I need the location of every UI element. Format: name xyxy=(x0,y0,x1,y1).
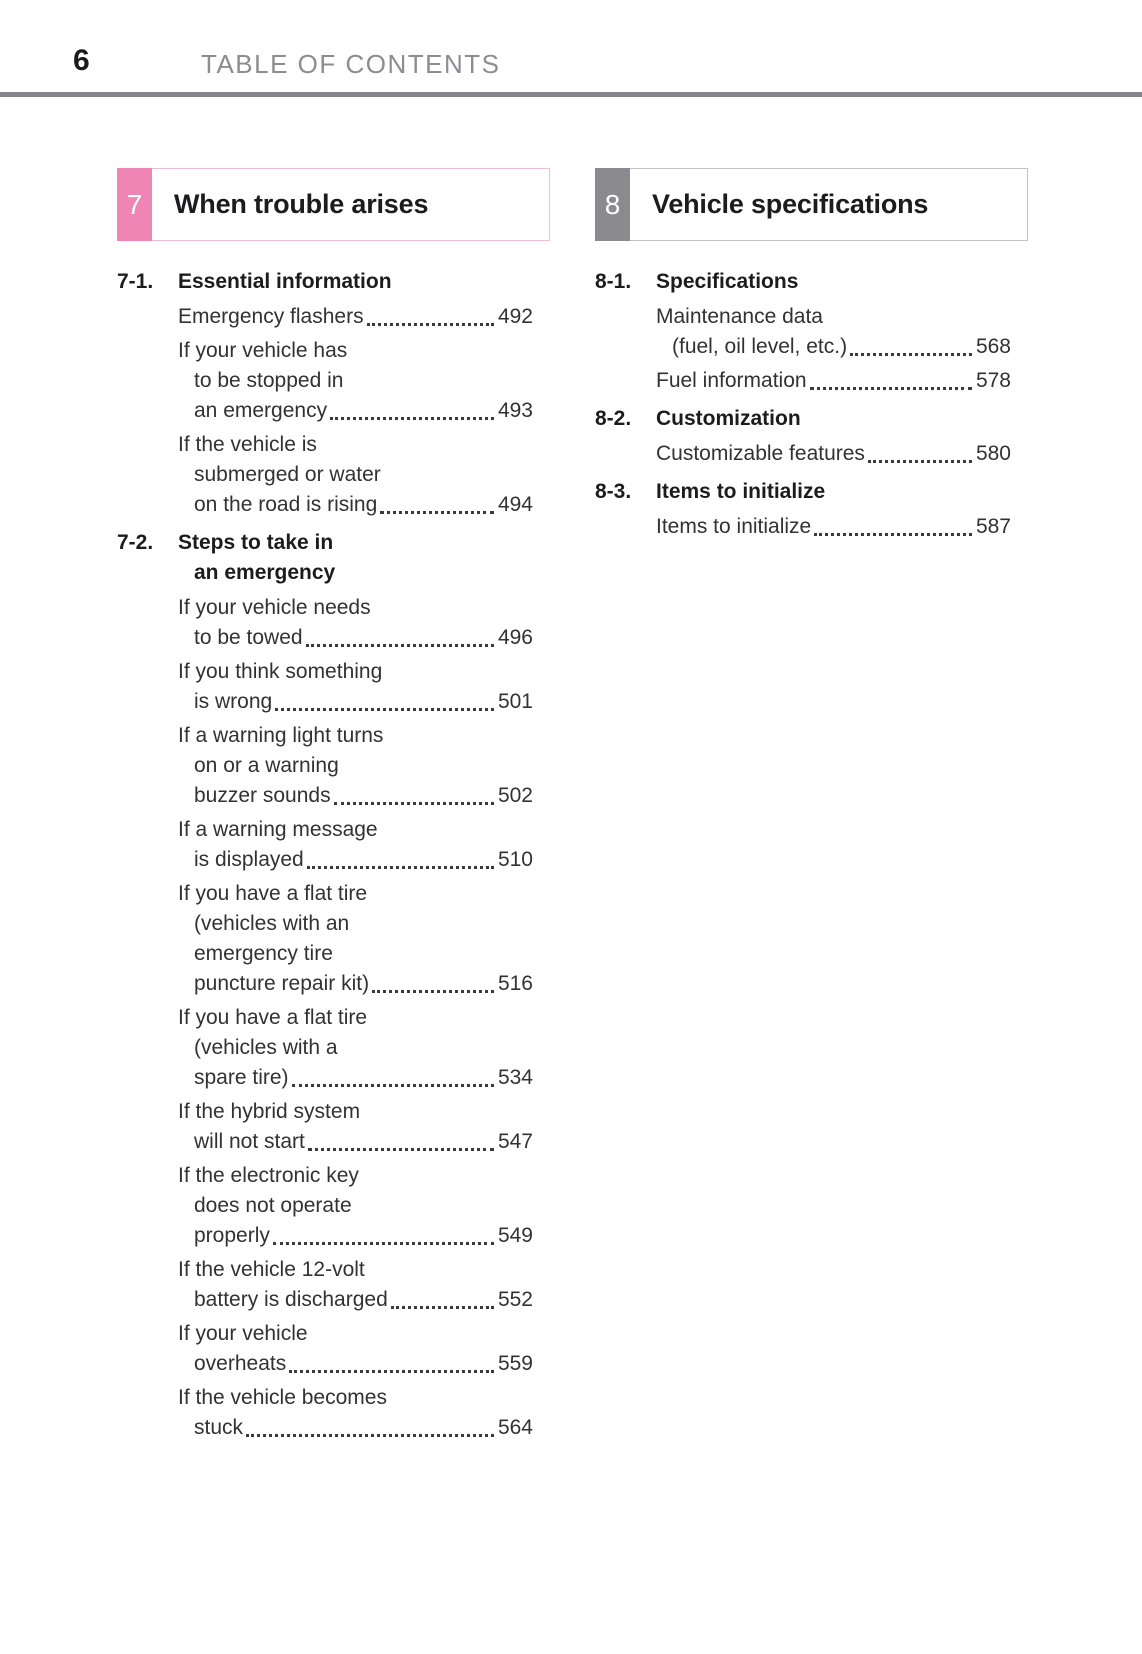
entry-text: overheats xyxy=(194,1352,287,1375)
entry-text: an emergency xyxy=(194,399,328,422)
entry-page-number: 559 xyxy=(497,1352,533,1375)
subsection-heading xyxy=(117,267,533,297)
entry-text: battery is discharged xyxy=(194,1288,388,1311)
entry-line: If the hybrid system xyxy=(178,1100,361,1123)
entry-line: If the vehicle is xyxy=(178,433,317,456)
toc-subsection-82 xyxy=(595,404,1011,469)
entry-text: stuck xyxy=(194,1416,244,1439)
toc-entry xyxy=(178,336,533,426)
entry-line: If the vehicle 12-volt xyxy=(178,1258,365,1281)
entry-page-number: 492 xyxy=(497,305,533,328)
subsection-heading xyxy=(595,267,1011,297)
entry-last-line xyxy=(178,1221,533,1251)
entry-line: If you have a flat tire xyxy=(178,1006,368,1029)
subsection-heading xyxy=(595,404,1011,434)
toc-list xyxy=(595,267,1028,542)
dot-leader xyxy=(275,687,494,711)
entry-page-number: 587 xyxy=(975,515,1011,538)
entry-last-line xyxy=(178,1349,533,1379)
dot-leader xyxy=(380,490,494,514)
entry-text: (fuel, oil level, etc.) xyxy=(672,335,848,358)
entry-line: If a warning message xyxy=(178,818,378,841)
entry-last-line xyxy=(178,490,533,520)
dot-leader xyxy=(372,969,494,993)
subsection-number: 8-1. xyxy=(595,270,632,293)
toc-column-section-7 xyxy=(117,168,550,1447)
subsection-number: 7-1. xyxy=(117,270,154,293)
toc-entry xyxy=(656,366,1011,396)
entry-last-line xyxy=(178,1127,533,1157)
entry-last-line xyxy=(178,781,533,811)
entry-text: on the road is rising xyxy=(194,493,378,516)
subsection-title xyxy=(656,267,1011,297)
entry-line: If the vehicle becomes xyxy=(178,1386,387,1409)
dot-leader xyxy=(307,845,494,869)
toc-subsection-72 xyxy=(117,528,533,1443)
entry-line: to be stopped in xyxy=(194,369,344,392)
section-number-tab: 7 xyxy=(117,168,152,241)
toc-entry xyxy=(178,1161,533,1251)
entry-page-number: 493 xyxy=(497,399,533,422)
dot-leader xyxy=(330,396,494,420)
entry-last-line xyxy=(656,332,1011,362)
toc-entry xyxy=(178,1255,533,1315)
subsection-number: 7-2. xyxy=(117,531,154,554)
entry-text: properly xyxy=(194,1224,270,1247)
entry-line: on or a warning xyxy=(194,754,339,777)
subsection-number: 8-3. xyxy=(595,480,632,503)
toc-entry xyxy=(178,721,533,811)
entry-text: will not start xyxy=(194,1130,305,1153)
header-divider xyxy=(0,92,1142,97)
entry-line: If the electronic key xyxy=(178,1164,359,1187)
entry-last-line xyxy=(656,439,1011,469)
toc-entry xyxy=(656,302,1011,362)
entry-last-line xyxy=(178,1063,533,1093)
entry-last-line xyxy=(656,366,1011,396)
dot-leader xyxy=(814,512,972,536)
entry-page-number: 501 xyxy=(497,690,533,713)
dot-leader xyxy=(810,366,972,390)
entry-page-number: 502 xyxy=(497,784,533,807)
toc-entry xyxy=(178,593,533,653)
entry-page-number: 578 xyxy=(975,369,1011,392)
entry-page-number: 534 xyxy=(497,1066,533,1089)
entry-page-number: 496 xyxy=(497,626,533,649)
subsection-heading xyxy=(117,528,533,588)
toc-entry xyxy=(178,1383,533,1443)
entry-line: If your vehicle xyxy=(178,1322,308,1345)
toc-list xyxy=(117,267,550,1443)
entry-last-line xyxy=(178,687,533,717)
subsection-number: 8-2. xyxy=(595,407,632,430)
toc-subsection-71 xyxy=(117,267,533,520)
toc-entry xyxy=(178,302,533,332)
toc-entry xyxy=(656,512,1011,542)
toc-entry xyxy=(178,815,533,875)
entry-page-number: 494 xyxy=(497,493,533,516)
entry-line: (vehicles with an xyxy=(194,912,350,935)
dot-leader xyxy=(292,1063,494,1087)
entry-text: to be towed xyxy=(194,626,303,649)
subsection-title-line: an emergency xyxy=(194,561,336,584)
entry-text: Customizable features xyxy=(656,442,865,465)
entry-line: If your vehicle needs xyxy=(178,596,371,619)
toc-entry xyxy=(178,657,533,717)
dot-leader xyxy=(273,1221,494,1245)
entry-text: buzzer sounds xyxy=(194,784,331,807)
subsection-title-line: Essential information xyxy=(178,270,392,293)
entry-page-number: 547 xyxy=(497,1130,533,1153)
entry-line: does not operate xyxy=(194,1194,352,1217)
subsection-heading xyxy=(595,477,1011,507)
entry-line: If you think something xyxy=(178,660,383,683)
entry-page-number: 564 xyxy=(497,1416,533,1439)
section-title: When trouble arises xyxy=(174,189,429,219)
dot-leader xyxy=(306,623,494,647)
entry-last-line xyxy=(178,623,533,653)
entry-page-number: 568 xyxy=(975,335,1011,358)
entry-last-line xyxy=(178,302,533,332)
entry-last-line xyxy=(178,969,533,999)
dot-leader xyxy=(246,1413,494,1437)
toc-entry xyxy=(178,430,533,520)
dot-leader xyxy=(850,332,972,356)
entry-text: Emergency flashers xyxy=(178,305,364,328)
entry-line: emergency tire xyxy=(194,942,333,965)
section-banner-body xyxy=(630,168,1028,241)
entry-line: If you have a flat tire xyxy=(178,882,368,905)
toc-entry xyxy=(178,879,533,999)
toc-subsection-81 xyxy=(595,267,1011,396)
subsection-title-line: Customization xyxy=(656,407,801,430)
dot-leader xyxy=(334,781,494,805)
dot-leader xyxy=(289,1349,494,1373)
entry-text: puncture repair kit) xyxy=(194,972,370,995)
section-8-banner xyxy=(595,168,1028,241)
page-title: TABLE OF CONTENTS xyxy=(201,49,501,79)
entry-line: If a warning light turns xyxy=(178,724,384,747)
entry-page-number: 510 xyxy=(497,848,533,871)
subsection-title xyxy=(656,404,1011,434)
section-title: Vehicle specifications xyxy=(652,189,929,219)
entry-last-line xyxy=(178,1285,533,1315)
entry-text: spare tire) xyxy=(194,1066,289,1089)
dot-leader xyxy=(391,1285,494,1309)
entry-text: is wrong xyxy=(194,690,273,713)
toc-column-section-8 xyxy=(595,168,1028,546)
dot-leader xyxy=(308,1127,494,1151)
entry-text: is displayed xyxy=(194,848,304,871)
section-banner-body xyxy=(152,168,550,241)
entry-text: Fuel information xyxy=(656,369,807,392)
subsection-title xyxy=(178,528,533,588)
subsection-title-line: Items to initialize xyxy=(656,480,826,503)
entry-line: (vehicles with a xyxy=(194,1036,338,1059)
toc-entry xyxy=(178,1003,533,1093)
toc-entry xyxy=(656,439,1011,469)
page-number: 6 xyxy=(73,44,90,77)
section-number-tab: 8 xyxy=(595,168,630,241)
toc-entry xyxy=(178,1097,533,1157)
entry-last-line xyxy=(178,396,533,426)
entry-line: Maintenance data xyxy=(656,305,823,328)
dot-leader xyxy=(367,302,494,326)
subsection-title-line: Steps to take in xyxy=(178,531,334,554)
entry-page-number: 516 xyxy=(497,972,533,995)
dot-leader xyxy=(868,439,972,463)
entry-last-line xyxy=(656,512,1011,542)
entry-page-number: 580 xyxy=(975,442,1011,465)
subsection-title-line: Specifications xyxy=(656,270,799,293)
entry-line: If your vehicle has xyxy=(178,339,348,362)
entry-page-number: 552 xyxy=(497,1288,533,1311)
toc-subsection-83 xyxy=(595,477,1011,542)
entry-line: submerged or water xyxy=(194,463,381,486)
entry-page-number: 549 xyxy=(497,1224,533,1247)
entry-last-line xyxy=(178,1413,533,1443)
toc-entry xyxy=(178,1319,533,1379)
entry-last-line xyxy=(178,845,533,875)
subsection-title xyxy=(656,477,1011,507)
section-7-banner xyxy=(117,168,550,241)
subsection-title xyxy=(178,267,533,297)
entry-text: Items to initialize xyxy=(656,515,812,538)
